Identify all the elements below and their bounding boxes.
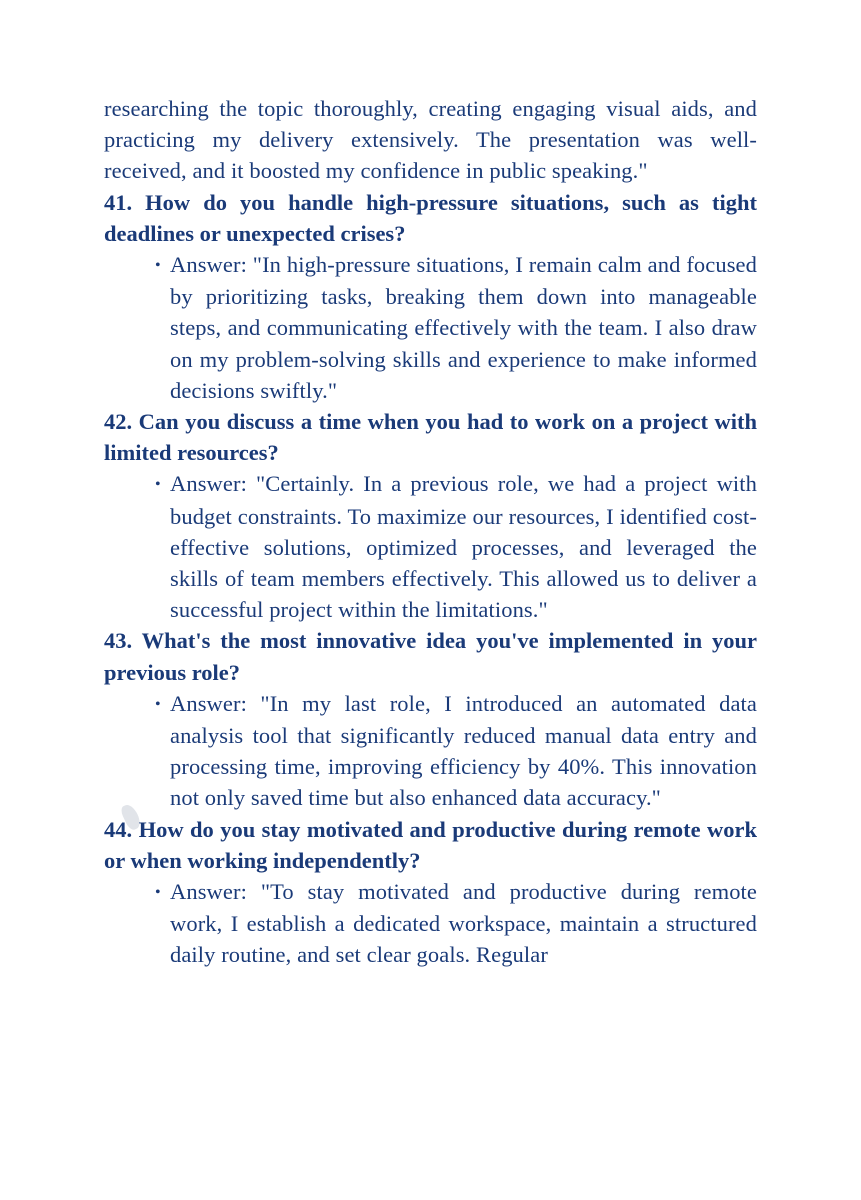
question-41: 41. How do you handle high-pressure situations, such as tight deadlines or unexpected crises? — [104, 189, 757, 246]
question-43: 43. What's the most innovative idea you've implemented in your previous role? — [104, 628, 757, 685]
qa-item-42 — [104, 406, 757, 625]
answer-43 — [155, 688, 757, 814]
continued-answer-text: researching the topic thoroughly, creating engaging visual aids, and practicing my delivery extensively. The presentation was well-received, and it boosted my confidence in public speaking." — [104, 96, 757, 184]
bullet-icon: • — [155, 257, 161, 275]
answer-44 — [155, 876, 757, 971]
document-page — [104, 93, 757, 971]
qa-item-43 — [104, 625, 757, 813]
answer-43-text: Answer: "In my last role, I introduced an automated data analysis tool that significantly reduced manual data entry and processing time, improving efficiency by 40%. This innovation not only saved time but also enhanced data accuracy." — [170, 690, 757, 811]
answer-42 — [155, 468, 757, 625]
answer-42-text: Answer: "Certainly. In a previous role, we had a project with budget constraints. To maximize our resources, I identified cost-effective solutions, optimized processes, and leveraged the skills of team members effectively. This allowed us to deliver a successful project within the limitations." — [170, 471, 757, 623]
answer-41-text: Answer: "In high-pressure situations, I remain calm and focused by prioritizing tasks, breaking them down into manageable steps, and communicating effectively with the team. I also draw on my problem-solving skills and experience to make informed decisions swiftly." — [170, 252, 757, 403]
qa-item-41 — [104, 187, 757, 406]
question-44: 44. How do you stay motivated and productive during remote work or when working independently? — [104, 816, 757, 873]
qa-item-44 — [104, 814, 757, 971]
answer-44-text: Answer: "To stay motivated and productive during remote work, I establish a dedicated workspace, maintain a structured daily routine, and set clear goals. Regular — [170, 879, 757, 968]
answer-41 — [155, 249, 757, 406]
question-42: 42. Can you discuss a time when you had to work on a project with limited resources? — [104, 409, 757, 466]
bullet-icon: • — [155, 476, 161, 494]
bullet-icon: • — [155, 695, 161, 713]
bullet-icon: • — [155, 884, 161, 902]
